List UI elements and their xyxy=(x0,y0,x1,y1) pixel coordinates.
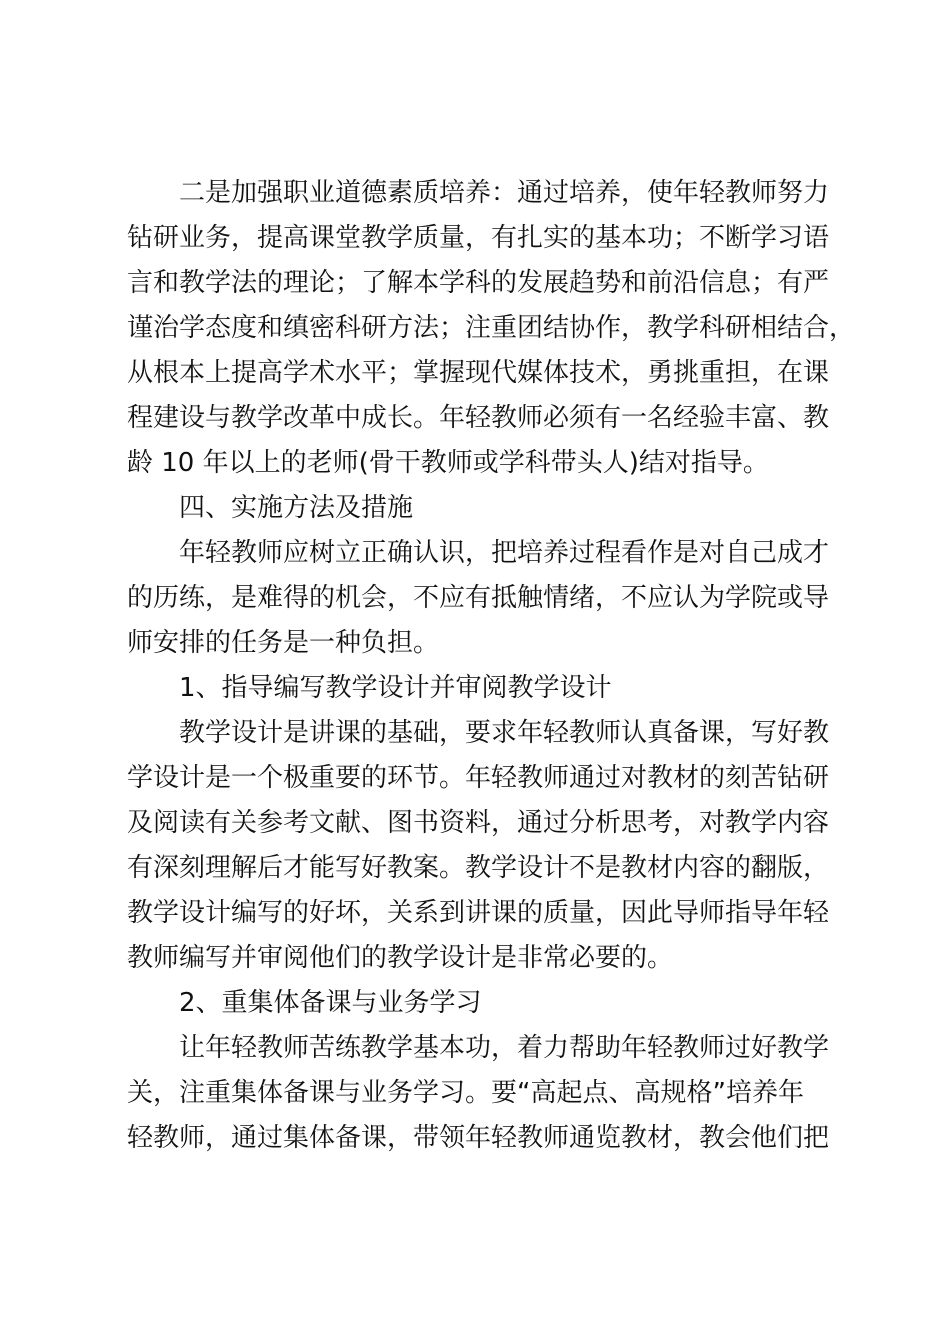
paragraph-line: 让年轻教师苦练教学基本功，着力帮助年轻教师过好教学 xyxy=(179,1033,830,1063)
paragraph-line: 及阅读有关参考文献、图书资料，通过分析思考，对教学内容 xyxy=(127,808,830,838)
subsection-heading: 2、重集体备课与业务学习 xyxy=(179,988,482,1018)
paragraph-line: 有深刻理解后才能写好教案。教学设计不是教材内容的翻版， xyxy=(127,853,830,883)
paragraph-line: 谨治学态度和缜密科研方法；注重团结协作，教学科研相结合， xyxy=(127,313,856,343)
paragraph-line: 从根本上提高学术水平；掌握现代媒体技术，勇挑重担，在课 xyxy=(127,358,830,388)
paragraph-line: 教学设计编写的好坏，关系到讲课的质量，因此导师指导年轻 xyxy=(127,898,830,928)
paragraph-line: 教学设计是讲课的基础，要求年轻教师认真备课，写好教 xyxy=(179,718,830,748)
paragraph-line: 轻教师，通过集体备课，带领年轻教师通览教材，教会他们把 xyxy=(127,1123,830,1153)
paragraph-line: 年轻教师应树立正确认识，把培养过程看作是对自己成才 xyxy=(179,538,830,568)
paragraph-line: 教师编写并审阅他们的教学设计是非常必要的。 xyxy=(127,943,674,973)
paragraph-line: 钻研业务，提高课堂教学质量，有扎实的基本功；不断学习语 xyxy=(127,223,830,253)
subsection-heading: 1、指导编写教学设计并审阅教学设计 xyxy=(179,673,612,703)
paragraph-line: 关，注重集体备课与业务学习。要“高起点、高规格”培养年 xyxy=(127,1078,804,1108)
paragraph-line: 龄 10 年以上的老师(骨干教师或学科带头人)结对指导。 xyxy=(127,448,769,478)
paragraph-line: 的历练，是难得的机会，不应有抵触情绪，不应认为学院或导 xyxy=(127,583,830,613)
paragraph-line: 程建设与教学改革中成长。年轻教师必须有一名经验丰富、教 xyxy=(127,403,830,433)
paragraph-line: 学设计是一个极重要的环节。年轻教师通过对教材的刻苦钻研 xyxy=(127,763,830,793)
paragraph-line: 师安排的任务是一种负担。 xyxy=(127,628,440,658)
section-heading: 四、实施方法及措施 xyxy=(179,493,414,523)
paragraph-line: 二是加强职业道德素质培养：通过培养，使年轻教师努力 xyxy=(179,178,830,208)
paragraph-line: 言和教学法的理论；了解本学科的发展趋势和前沿信息；有严 xyxy=(127,268,830,298)
